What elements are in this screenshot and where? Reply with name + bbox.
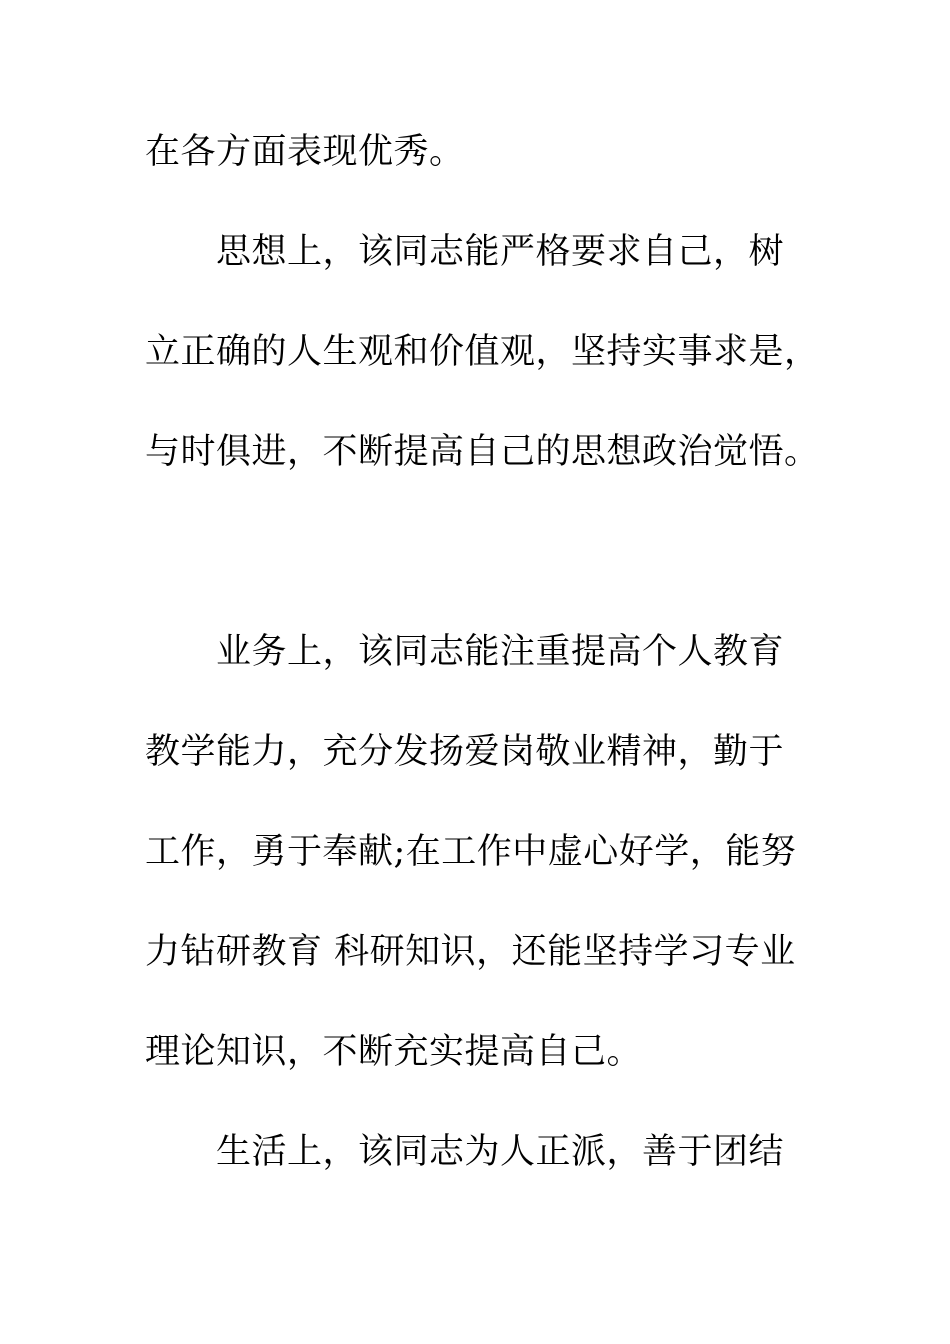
text-line: 在各方面表现优秀。	[145, 132, 465, 172]
text-line: 业务上，该同志能注重提高个人教育	[145, 632, 785, 672]
text-line: 教学能力，充分发扬爱岗敬业精神，勤于	[145, 732, 785, 772]
text-line: 与时俱进，不断提高自己的思想政治觉悟。	[145, 432, 820, 472]
text-line: 工作，勇于奉献;在工作中虚心好学，能努	[145, 832, 797, 872]
text-line: 力钻研教育 科研知识，还能坚持学习专业	[145, 932, 796, 972]
text-line: 思想上，该同志能严格要求自己，树	[145, 232, 785, 272]
text-line: 立正确的人生观和价值观，坚持实事求是，	[145, 332, 820, 372]
text-line: 生活上，该同志为人正派，善于团结	[145, 1132, 785, 1172]
text-line: 理论知识，不断充实提高自己。	[145, 1032, 643, 1072]
